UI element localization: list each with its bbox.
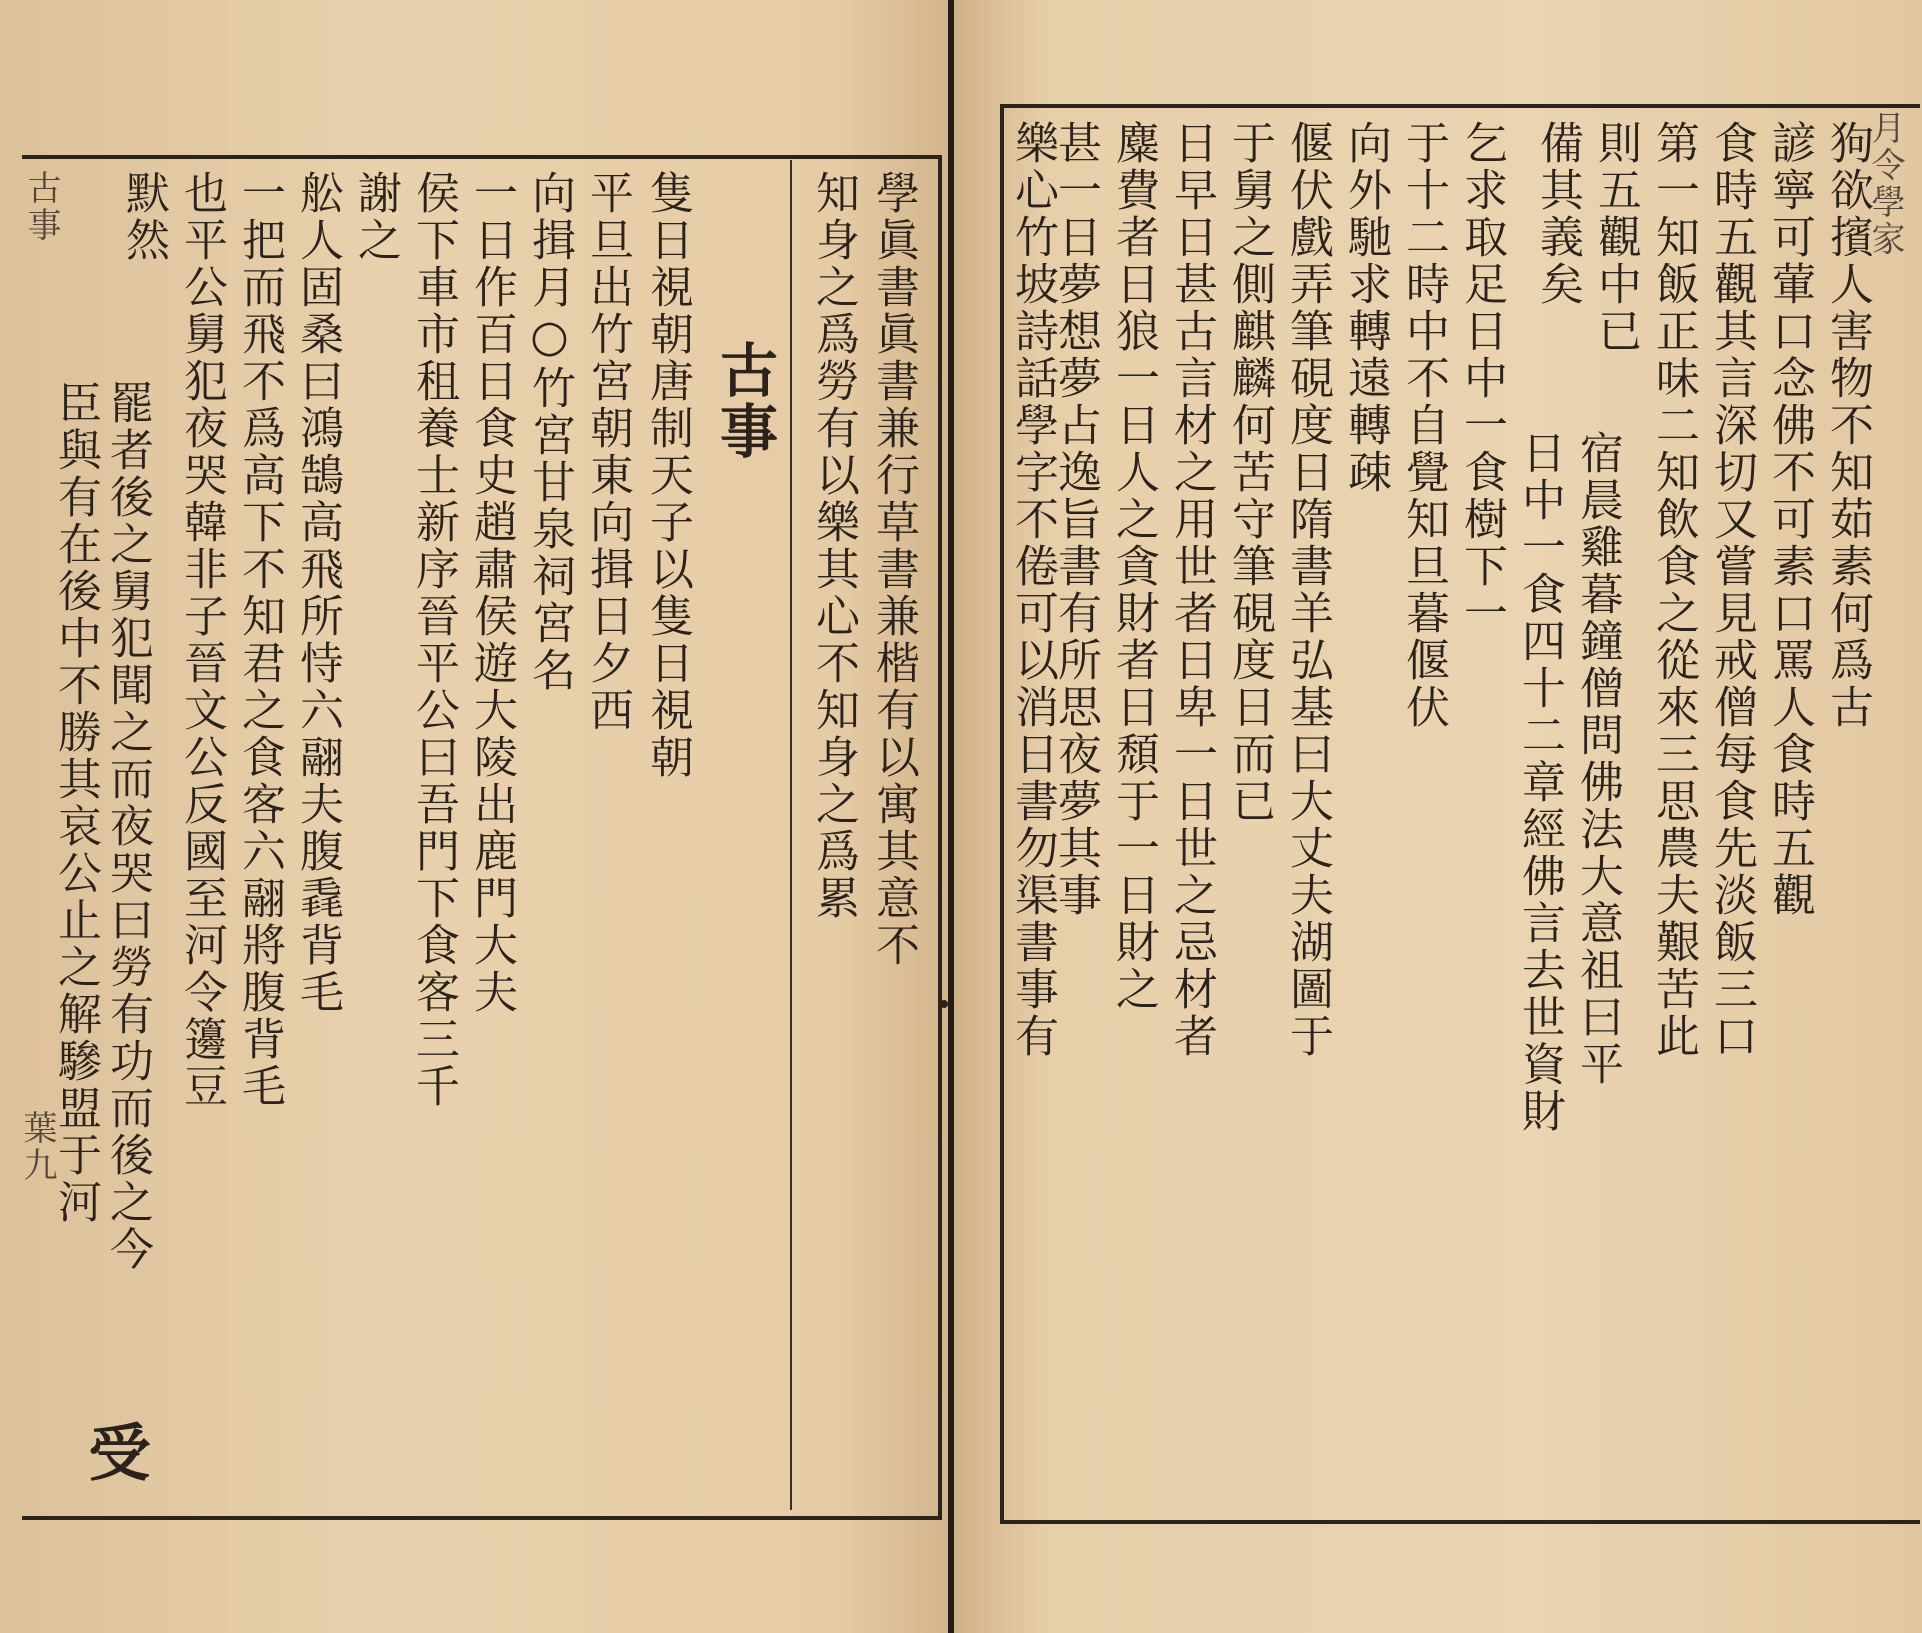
left-col-2: 知身之爲勞有以樂其心不知身之爲累: [808, 170, 859, 922]
right-col-2: 諺寧可葷口念佛不可素口罵人食時五觀: [1764, 120, 1815, 919]
left-folio: 葉九: [17, 1110, 57, 1184]
right-col-14: 日早日甚古言材之用世者日卑一日世之忌材者: [1166, 120, 1217, 1060]
left-col-5: 向揖月○竹宮甘泉祠宮名: [524, 170, 575, 694]
left-margin-label: 古事: [21, 170, 61, 244]
right-col-1: 狗欲擯人害物不知茹素何爲古: [1822, 120, 1873, 731]
left-col-14: 臣與有在後中不勝其哀公止之解驂盟于河: [50, 380, 101, 1226]
right-col-8: 日中一食四十二章經佛言去世資財: [1514, 430, 1565, 1135]
section-heading: 古事: [710, 340, 778, 462]
right-col-16: 甚一日夢想夢占逸旨書有所思夜夢其事: [1050, 120, 1101, 919]
book-gutter: [948, 0, 954, 1633]
right-col-7: 宿晨雞暮鐘僧問佛法大意祖曰平: [1572, 430, 1623, 1088]
left-col-11: 也平公舅犯夜哭韓非子晉文公反國至河令籩豆: [176, 170, 227, 1110]
left-col-4: 平旦出竹宮朝東向揖日夕西: [582, 170, 633, 734]
left-col-7: 侯下車市租養士新序晉平公曰吾門下食客三千: [408, 170, 459, 1110]
left-col-13: 罷者後之舅犯聞之而夜哭曰勞有功而後之今: [102, 380, 153, 1273]
right-col-18: 樂心竹坡詩話學字不倦可以消日書勿渠書事有: [1007, 120, 1058, 1060]
right-col-9: 乞求取足日中一食樹下一: [1456, 120, 1507, 637]
left-col-12: 默然: [118, 170, 169, 264]
right-col-4: 第一知飯正味二知飲食之從來三思農夫艱苦此: [1648, 120, 1699, 1060]
right-margin-title: 月令學家: [1865, 110, 1905, 258]
right-col-5: 則五觀中已: [1590, 120, 1641, 355]
right-col-12: 偃伏戲弄筆硯度日隋書羊弘基曰大丈夫湖圖于: [1282, 120, 1333, 1060]
column-rule: [790, 160, 792, 1510]
left-col-8: 謝之: [350, 170, 401, 264]
right-col-10: 于十二時中不自覺知旦暮偃伏: [1398, 120, 1449, 731]
left-col-3: 隻日視朝唐制天子以隻日視朝: [642, 170, 693, 781]
right-col-13: 于舅之側麒麟何苦守筆硯度日而已: [1224, 120, 1275, 825]
left-col-6: 一日作百日食史趙肅侯遊大陵出鹿門大夫: [466, 170, 517, 1016]
right-col-15: 麋費者日狼一日人之貪財者日頹于一日財之: [1108, 120, 1159, 1013]
right-col-11: 向外馳求轉遠轉疎: [1340, 120, 1391, 496]
left-col-10: 一把而飛不爲高下不知君之食客六翮將腹背毛: [234, 170, 285, 1110]
left-col-9: 舩人固桑曰鴻鵠高飛所恃六翮夫腹毳背毛: [292, 170, 343, 1016]
left-last-char: 受: [78, 1420, 151, 1485]
right-col-3: 食時五觀其言深切又嘗見戒僧每食先淡飯三口: [1706, 120, 1757, 1060]
left-col-1: 學眞書眞書兼行草書兼楷有以寓其意不: [868, 170, 919, 969]
right-col-6: 備其義矣: [1532, 120, 1583, 308]
